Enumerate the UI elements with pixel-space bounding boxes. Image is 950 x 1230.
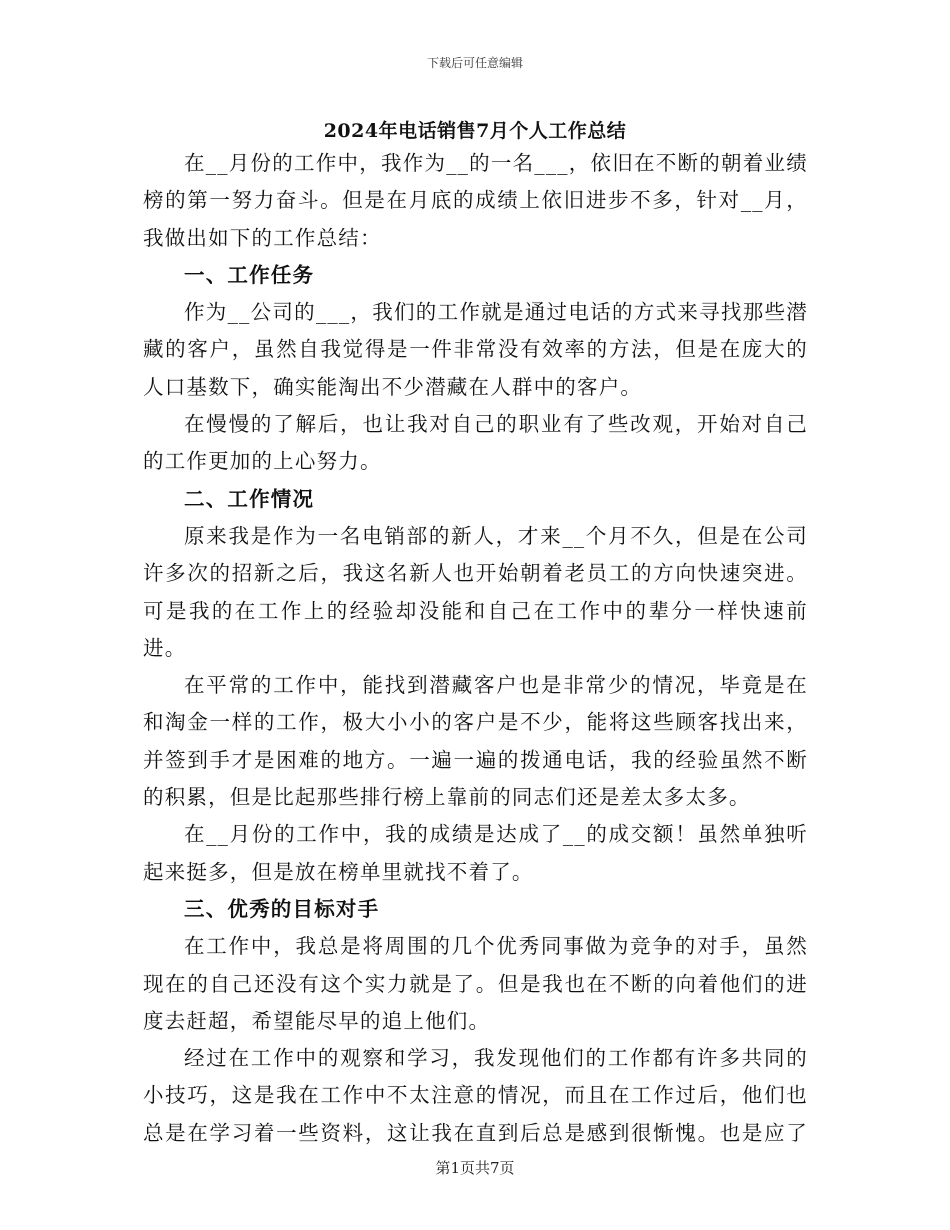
section-heading-task: 一、工作任务 bbox=[184, 262, 315, 287]
paragraph-daily-work: 在平常的工作中，能找到潜藏客户也是非常少的情况，毕竟是在和淘金一样的工作，极大小小的客户是不少，能将这些顾客找出来，并签到手才是困难的地方。一遍一遍的拨通电话，我的经验虽然不断的积累，但是比起那些排行榜上靠前的同志们还是差太多太多。 bbox=[143, 673, 808, 810]
paragraph-observation: 经过在工作中的观察和学习，我发现他们的工作都有许多共同的小技巧，这是我在工作中不太注意的情况，而且在工作过后，他们也总是在学习着一些资料，这让我在直到后总是感到很惭愧。也是应了 bbox=[143, 1046, 808, 1145]
section-heading-rivals: 三、优秀的目标对手 bbox=[184, 896, 380, 921]
section-heading-situation: 二、工作情况 bbox=[184, 486, 315, 511]
document-body bbox=[143, 145, 808, 1152]
paragraph-attitude: 在慢慢的了解后，也让我对自己的职业有了些改观，开始对自己的工作更加的上心努力。 bbox=[143, 412, 808, 474]
paragraph-newcomer: 原来我是作为一名电销部的新人，才来__个月不久，但是在公司许多次的招新之后，我这名新人也开始朝着老员工的方向快速突进。可是我的在工作上的经验却没能和自己在工作中的辈分一样快速前进。 bbox=[143, 523, 808, 660]
paragraph-rivals: 在工作中，我总是将周围的几个优秀同事做为竞争的对手，虽然现在的自己还没有这个实力就是了。但是我也在不断的向着他们的进度去赶超，希望能尽早的追上他们。 bbox=[143, 934, 808, 1033]
paragraph-intro: 在__月份的工作中，我作为__的一名___，依旧在不断的朝着业绩榜的第一努力奋斗。但是在月底的成绩上依旧进步不多，针对__月，我做出如下的工作总结： bbox=[143, 151, 808, 250]
document-title: 2024年电话销售7月个人工作总结 bbox=[323, 120, 627, 142]
header-note: 下载后可任意编辑 bbox=[426, 56, 523, 70]
paragraph-task: 作为__公司的___，我们的工作就是通过电话的方式来寻找那些潜藏的客户，虽然自我觉得是一件非常没有效率的方法，但是在庞大的人口基数下，确实能淘出不少潜藏在人群中的客户。 bbox=[143, 300, 808, 399]
page-number-footer: 第1页共7页 bbox=[435, 1159, 515, 1177]
paragraph-results: 在__月份的工作中，我的成绩是达成了__的成交额！虽然单独听起来挺多，但是放在榜单里就找不着了。 bbox=[143, 822, 808, 884]
